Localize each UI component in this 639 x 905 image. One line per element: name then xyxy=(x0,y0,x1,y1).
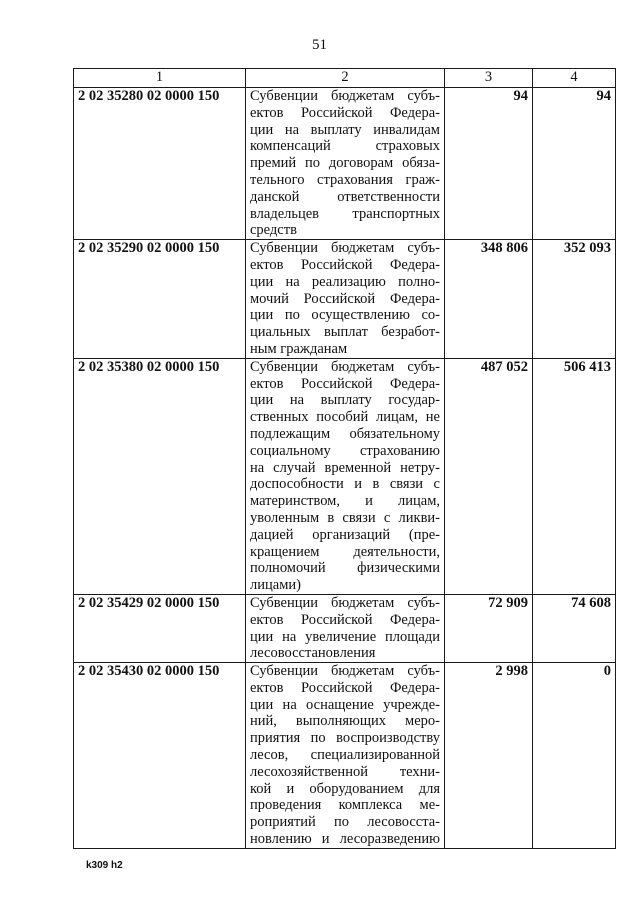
description-line: проведения комплекса ме- xyxy=(250,797,440,814)
description-line: ции на оснащение учрежде- xyxy=(250,696,440,713)
description-line: лесов, специализированной xyxy=(250,747,440,764)
description-line: данской ответственности xyxy=(250,188,440,205)
description-line: Субвенции бюджетам субъ- xyxy=(250,663,440,680)
description-line: ектов Российской Федера- xyxy=(250,256,440,273)
description-line: ным гражданам xyxy=(250,340,348,357)
value-column-3: 2 998 xyxy=(445,663,533,849)
column-header-4: 4 xyxy=(533,69,616,88)
description-line: Субвенции бюджетам субъ- xyxy=(250,594,440,611)
description-line: ектов Российской Федера- xyxy=(250,104,440,121)
page-number: 51 xyxy=(312,37,327,53)
budget-code: 2 02 35429 02 0000 150 xyxy=(74,594,246,662)
value-column-3: 348 806 xyxy=(445,240,533,359)
description-line: дацией организаций (пре- xyxy=(250,526,440,543)
description-line: доспособности и в связи с xyxy=(250,476,440,493)
value-column-3: 94 xyxy=(445,88,533,240)
value-column-3: 72 909 xyxy=(445,594,533,662)
description-line: новлению и лесоразведению xyxy=(250,831,440,848)
description-line: ектов Российской Федера- xyxy=(250,375,440,392)
description-line: мочий Российской Федера- xyxy=(250,290,440,307)
value-column-4: 0 xyxy=(533,663,616,849)
description-line: кращением деятельности, xyxy=(250,543,440,560)
table-row xyxy=(74,240,616,359)
description-line: владельцев транспортных xyxy=(250,205,440,222)
description-line: ции по осуществлению со- xyxy=(250,307,440,324)
header-row xyxy=(74,69,616,88)
budget-code: 2 02 35280 02 0000 150 xyxy=(74,88,246,240)
description-line: ектов Российской Федера- xyxy=(250,679,440,696)
document-footer-code: k309 h2 xyxy=(86,860,123,871)
description-line: материнством, и лицам, xyxy=(250,493,440,510)
description-line: лицами) xyxy=(250,577,301,594)
description-line: компенсаций страховых xyxy=(250,138,440,155)
budget-code: 2 02 35290 02 0000 150 xyxy=(74,240,246,359)
table-row xyxy=(74,358,616,594)
description-line: Субвенции бюджетам субъ- xyxy=(250,88,440,104)
column-header-3: 3 xyxy=(445,69,533,88)
description-line: ции на выплату инвалидам xyxy=(250,121,440,138)
budget-code: 2 02 35430 02 0000 150 xyxy=(74,663,246,849)
description-line: циальных выплат безработ- xyxy=(250,324,440,341)
description-line: лесовосстановления xyxy=(250,645,376,662)
description-line: ции на реализацию полно- xyxy=(250,273,440,290)
description-line: полномочий физическими xyxy=(250,560,440,577)
value-column-4: 74 608 xyxy=(533,594,616,662)
description-line: ции на увеличение площади xyxy=(250,628,440,645)
description-line: подлежащим обязательному xyxy=(250,425,440,442)
description-line: ний, выполняющих меро- xyxy=(250,713,440,730)
description-line: средств xyxy=(250,222,297,239)
description-line: Субвенции бюджетам субъ- xyxy=(250,240,440,257)
description-line: на случай временной нетру- xyxy=(250,459,440,476)
table-row xyxy=(74,663,616,849)
description-line: Субвенции бюджетам субъ- xyxy=(250,358,440,375)
row-description xyxy=(246,240,445,359)
row-description xyxy=(246,594,445,662)
description-line: ции на выплату государ- xyxy=(250,392,440,409)
description-line: приятия по воспроизводству xyxy=(250,730,440,747)
description-line: премий по договорам обяза- xyxy=(250,155,440,172)
table-row xyxy=(74,594,616,662)
row-description xyxy=(246,663,445,849)
column-header-1: 1 xyxy=(74,69,246,88)
description-line: социальному страхованию xyxy=(250,442,440,459)
value-column-3: 487 052 xyxy=(445,358,533,594)
description-line: ственных пособий лицам, не xyxy=(250,409,440,426)
description-line: лесохозяйственной техни- xyxy=(250,763,440,780)
revenue-table xyxy=(73,68,616,849)
description-line: кой и оборудованием для xyxy=(250,780,440,797)
column-header-2: 2 xyxy=(246,69,445,88)
description-line: тельного страхования граж- xyxy=(250,171,440,188)
table-row xyxy=(74,88,616,240)
value-column-4: 352 093 xyxy=(533,240,616,359)
description-line: уволенным в связи с ликви- xyxy=(250,509,440,526)
row-description xyxy=(246,358,445,594)
budget-code: 2 02 35380 02 0000 150 xyxy=(74,358,246,594)
description-line: ектов Российской Федера- xyxy=(250,611,440,628)
value-column-4: 94 xyxy=(533,88,616,240)
description-line: роприятий по лесовосста- xyxy=(250,814,440,831)
value-column-4: 506 413 xyxy=(533,358,616,594)
row-description xyxy=(246,88,445,240)
